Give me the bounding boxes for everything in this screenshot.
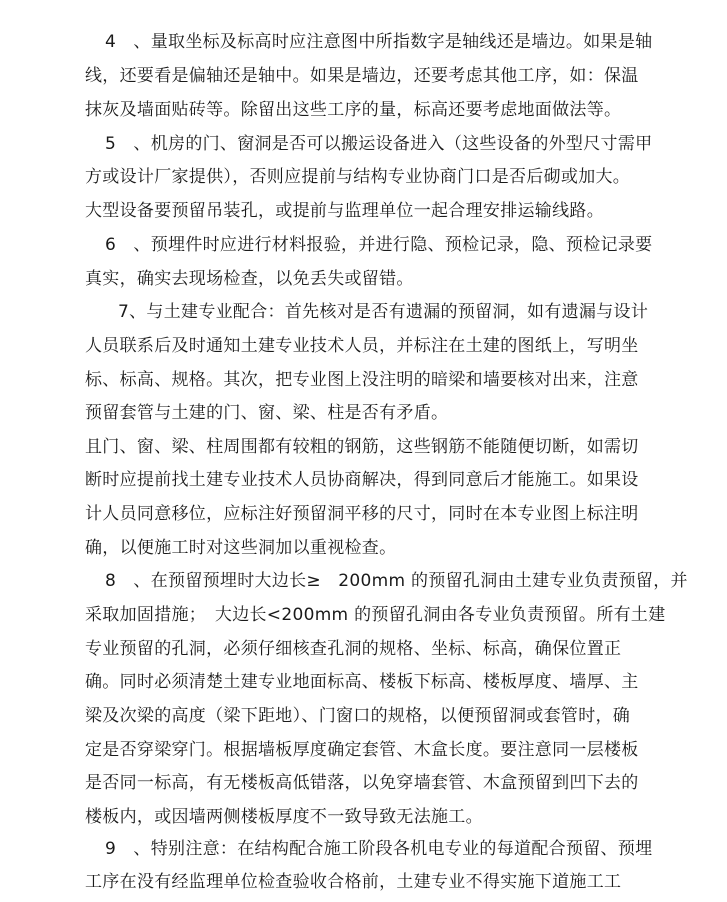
paragraph-line: 线，还要看是偏轴还是轴中。如果是墙边，还要考虑其他工序，如：保温 (85, 66, 639, 86)
paragraph-line: 人员联系后及时通知土建专业技术人员，并标注在土建的图纸上，写明坐 (85, 336, 639, 356)
paragraph-line: 定是否穿梁穿门。根据墙板厚度确定套管、木盒长度。要注意同一层楼板 (85, 740, 639, 760)
paragraph-line: 6 、预埋件时应进行材料报验，并进行隐、预检记录，隐、预检记录要 (105, 235, 653, 255)
paragraph-line: 计人员同意移位，应标注好预留洞平移的尺寸，同时在本专业图上标注明 (85, 504, 639, 524)
paragraph-line: 真实，确实去现场检查，以免丢失或留错。 (85, 269, 414, 289)
paragraph-line: 8 、在预留预埋时大边长≥ 200mm 的预留孔洞由土建专业负责预留，并 (105, 571, 688, 591)
paragraph-line: 确，以便施工时对这些洞加以重视检查。 (85, 538, 397, 558)
paragraph-line: 抹灰及墙面贴砖等。除留出这些工序的量，标高还要考虑地面做法等。 (85, 100, 622, 120)
paragraph-line: 确。同时必须清楚土建专业地面标高、楼板下标高、楼板厚度、墙厚、主 (85, 672, 639, 692)
paragraph-line: 标、标高、规格。其次，把专业图上没注明的暗梁和墙要核对出来，注意 (85, 370, 639, 390)
paragraph-line: 梁及次梁的高度（梁下距地）、门窗口的规格，以便预留洞或套管时，确 (85, 706, 631, 726)
paragraph-line: 工序在没有经监理单位检查验收合格前，土建专业不得实施下道施工工 (85, 872, 622, 892)
paragraph-line: 9 、特别注意：在结构配合施工阶段各机电专业的每道配合预留、预埋 (105, 839, 653, 859)
paragraph-line: 预留套管与土建的门、窗、梁、柱是否有矛盾。 (85, 403, 449, 423)
paragraph-line: 5 、机房的门、窗洞是否可以搬运设备进入（这些设备的外型尺寸需甲 (105, 134, 653, 154)
paragraph-line: 是否同一标高，有无楼板高低错落，以免穿墙套管、木盒预留到凹下去的 (85, 773, 639, 793)
paragraph-line: 采取加固措施； 大边长<200mm 的预留孔洞由各专业负责预留。所有土建 (85, 605, 666, 625)
paragraph-line: 楼板内，或因墙两侧楼板厚度不一致导致无法施工。 (85, 807, 483, 827)
paragraph-line: 方或设计厂家提供），否则应提前与结构专业协商门口是否后砌或加大。 (85, 167, 631, 187)
paragraph-line: 专业预留的孔洞，必须仔细核查孔洞的规格、坐标、标高，确保位置正 (85, 639, 622, 659)
paragraph-line: 7、与土建专业配合：首先核对是否有遗漏的预留洞，如有遗漏与设计 (118, 302, 649, 322)
paragraph-line: 断时应提前找土建专业技术人员协商解决，得到同意后才能施工。如果设 (85, 470, 639, 490)
paragraph-line: 且门、窗、梁、柱周围都有较粗的钢筋，这些钢筋不能随便切断，如需切 (85, 437, 639, 457)
paragraph-line: 4 、量取坐标及标高时应注意图中所指数字是轴线还是墙边。如果是轴 (105, 32, 653, 52)
paragraph-line: 大型设备要预留吊装孔，或提前与监理单位一起合理安排运输线路。 (85, 201, 604, 221)
